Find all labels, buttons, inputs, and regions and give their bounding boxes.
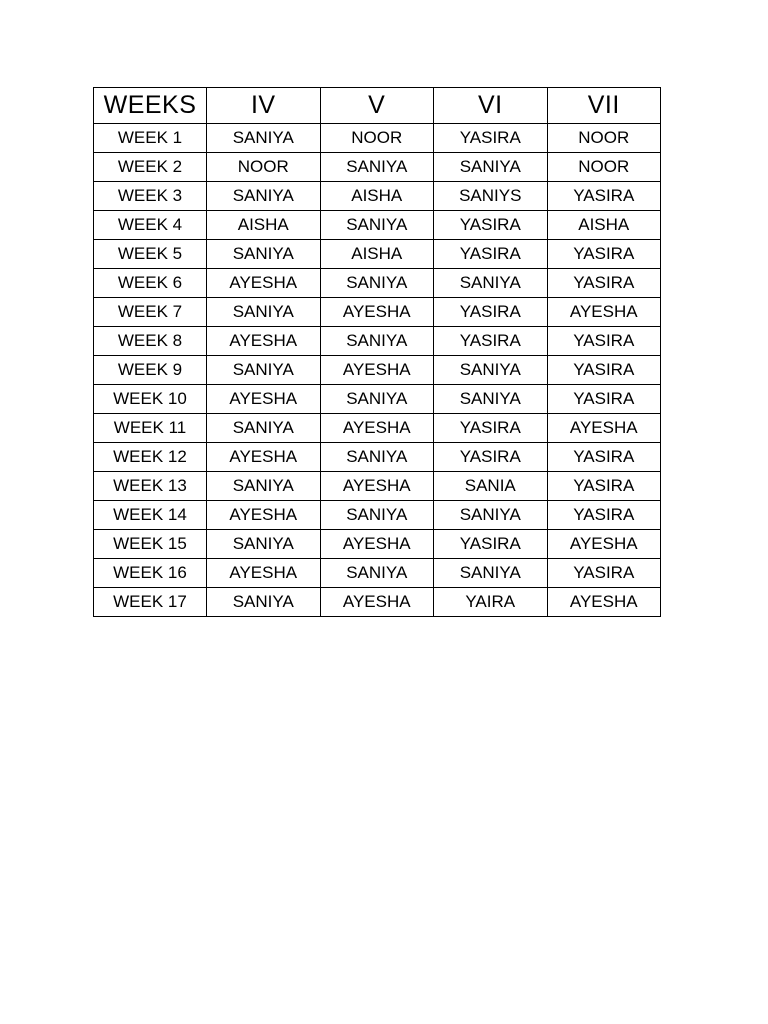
table-row <box>94 472 661 501</box>
class-vii-cell: YASIRA <box>547 385 661 414</box>
class-vi-cell: YASIRA <box>434 327 548 356</box>
table-row <box>94 124 661 153</box>
class-vii-cell: YASIRA <box>547 443 661 472</box>
class-vii-cell: YASIRA <box>547 240 661 269</box>
class-iv-cell: NOOR <box>207 153 321 182</box>
class-iv-cell: SANIYA <box>207 530 321 559</box>
table-row <box>94 501 661 530</box>
week-cell: WEEK 7 <box>94 298 207 327</box>
table-row <box>94 240 661 269</box>
class-vi-cell: SANIA <box>434 472 548 501</box>
week-cell: WEEK 1 <box>94 124 207 153</box>
table-row <box>94 559 661 588</box>
week-cell: WEEK 3 <box>94 182 207 211</box>
class-vii-cell: AISHA <box>547 211 661 240</box>
class-vii-cell: AYESHA <box>547 414 661 443</box>
table-row <box>94 443 661 472</box>
class-iv-cell: AYESHA <box>207 327 321 356</box>
table-header <box>94 88 661 124</box>
class-vii-cell: AYESHA <box>547 530 661 559</box>
week-cell: WEEK 10 <box>94 385 207 414</box>
week-cell: WEEK 11 <box>94 414 207 443</box>
class-iv-cell: SANIYA <box>207 472 321 501</box>
class-v-cell: SANIYA <box>320 501 434 530</box>
header-class-iv: IV <box>207 88 321 124</box>
week-cell: WEEK 2 <box>94 153 207 182</box>
class-vii-cell: YASIRA <box>547 327 661 356</box>
class-v-cell: SANIYA <box>320 443 434 472</box>
table-row <box>94 385 661 414</box>
class-vi-cell: SANIYS <box>434 182 548 211</box>
class-iv-cell: AYESHA <box>207 443 321 472</box>
table-row <box>94 530 661 559</box>
class-vii-cell: YASIRA <box>547 559 661 588</box>
table-row <box>94 356 661 385</box>
duty-schedule-table <box>93 87 661 617</box>
class-v-cell: SANIYA <box>320 153 434 182</box>
class-v-cell: SANIYA <box>320 385 434 414</box>
class-v-cell: SANIYA <box>320 211 434 240</box>
class-vii-cell: NOOR <box>547 124 661 153</box>
table-row <box>94 414 661 443</box>
table-row <box>94 269 661 298</box>
week-cell: WEEK 13 <box>94 472 207 501</box>
class-vi-cell: YASIRA <box>434 530 548 559</box>
class-vi-cell: SANIYA <box>434 385 548 414</box>
week-cell: WEEK 9 <box>94 356 207 385</box>
class-vii-cell: YASIRA <box>547 501 661 530</box>
class-vii-cell: AYESHA <box>547 588 661 617</box>
week-cell: WEEK 15 <box>94 530 207 559</box>
week-cell: WEEK 12 <box>94 443 207 472</box>
class-vii-cell: YASIRA <box>547 472 661 501</box>
header-class-v: V <box>320 88 434 124</box>
week-cell: WEEK 4 <box>94 211 207 240</box>
class-vi-cell: YASIRA <box>434 298 548 327</box>
class-v-cell: AYESHA <box>320 588 434 617</box>
class-iv-cell: AISHA <box>207 211 321 240</box>
class-v-cell: AISHA <box>320 240 434 269</box>
week-cell: WEEK 14 <box>94 501 207 530</box>
class-v-cell: SANIYA <box>320 269 434 298</box>
class-vii-cell: NOOR <box>547 153 661 182</box>
class-vi-cell: SANIYA <box>434 501 548 530</box>
table-row <box>94 153 661 182</box>
class-vi-cell: YASIRA <box>434 414 548 443</box>
class-vii-cell: YASIRA <box>547 356 661 385</box>
table-row <box>94 211 661 240</box>
class-iv-cell: SANIYA <box>207 356 321 385</box>
header-class-vi: VI <box>434 88 548 124</box>
class-v-cell: AYESHA <box>320 356 434 385</box>
class-vi-cell: SANIYA <box>434 269 548 298</box>
class-v-cell: NOOR <box>320 124 434 153</box>
class-vi-cell: SANIYA <box>434 559 548 588</box>
week-cell: WEEK 16 <box>94 559 207 588</box>
class-vi-cell: YASIRA <box>434 124 548 153</box>
table-row <box>94 182 661 211</box>
class-iv-cell: AYESHA <box>207 559 321 588</box>
class-iv-cell: SANIYA <box>207 124 321 153</box>
table-row <box>94 327 661 356</box>
class-iv-cell: AYESHA <box>207 269 321 298</box>
header-weeks: WEEKS <box>94 88 207 124</box>
class-v-cell: AISHA <box>320 182 434 211</box>
class-v-cell: AYESHA <box>320 414 434 443</box>
class-vi-cell: YASIRA <box>434 240 548 269</box>
class-v-cell: SANIYA <box>320 559 434 588</box>
class-v-cell: AYESHA <box>320 530 434 559</box>
class-iv-cell: AYESHA <box>207 385 321 414</box>
class-vii-cell: YASIRA <box>547 182 661 211</box>
table-row <box>94 298 661 327</box>
class-vi-cell: SANIYA <box>434 356 548 385</box>
class-iv-cell: SANIYA <box>207 588 321 617</box>
class-vi-cell: YAIRA <box>434 588 548 617</box>
class-iv-cell: SANIYA <box>207 240 321 269</box>
class-vi-cell: SANIYA <box>434 153 548 182</box>
class-iv-cell: SANIYA <box>207 414 321 443</box>
week-cell: WEEK 6 <box>94 269 207 298</box>
class-vii-cell: YASIRA <box>547 269 661 298</box>
week-cell: WEEK 17 <box>94 588 207 617</box>
class-vi-cell: YASIRA <box>434 443 548 472</box>
header-row <box>94 88 661 124</box>
class-iv-cell: AYESHA <box>207 501 321 530</box>
header-class-vii: VII <box>547 88 661 124</box>
table-row <box>94 588 661 617</box>
class-v-cell: AYESHA <box>320 298 434 327</box>
table-body <box>94 124 661 617</box>
class-vi-cell: YASIRA <box>434 211 548 240</box>
class-v-cell: AYESHA <box>320 472 434 501</box>
week-cell: WEEK 8 <box>94 327 207 356</box>
class-iv-cell: SANIYA <box>207 182 321 211</box>
week-cell: WEEK 5 <box>94 240 207 269</box>
class-v-cell: SANIYA <box>320 327 434 356</box>
class-iv-cell: SANIYA <box>207 298 321 327</box>
class-vii-cell: AYESHA <box>547 298 661 327</box>
